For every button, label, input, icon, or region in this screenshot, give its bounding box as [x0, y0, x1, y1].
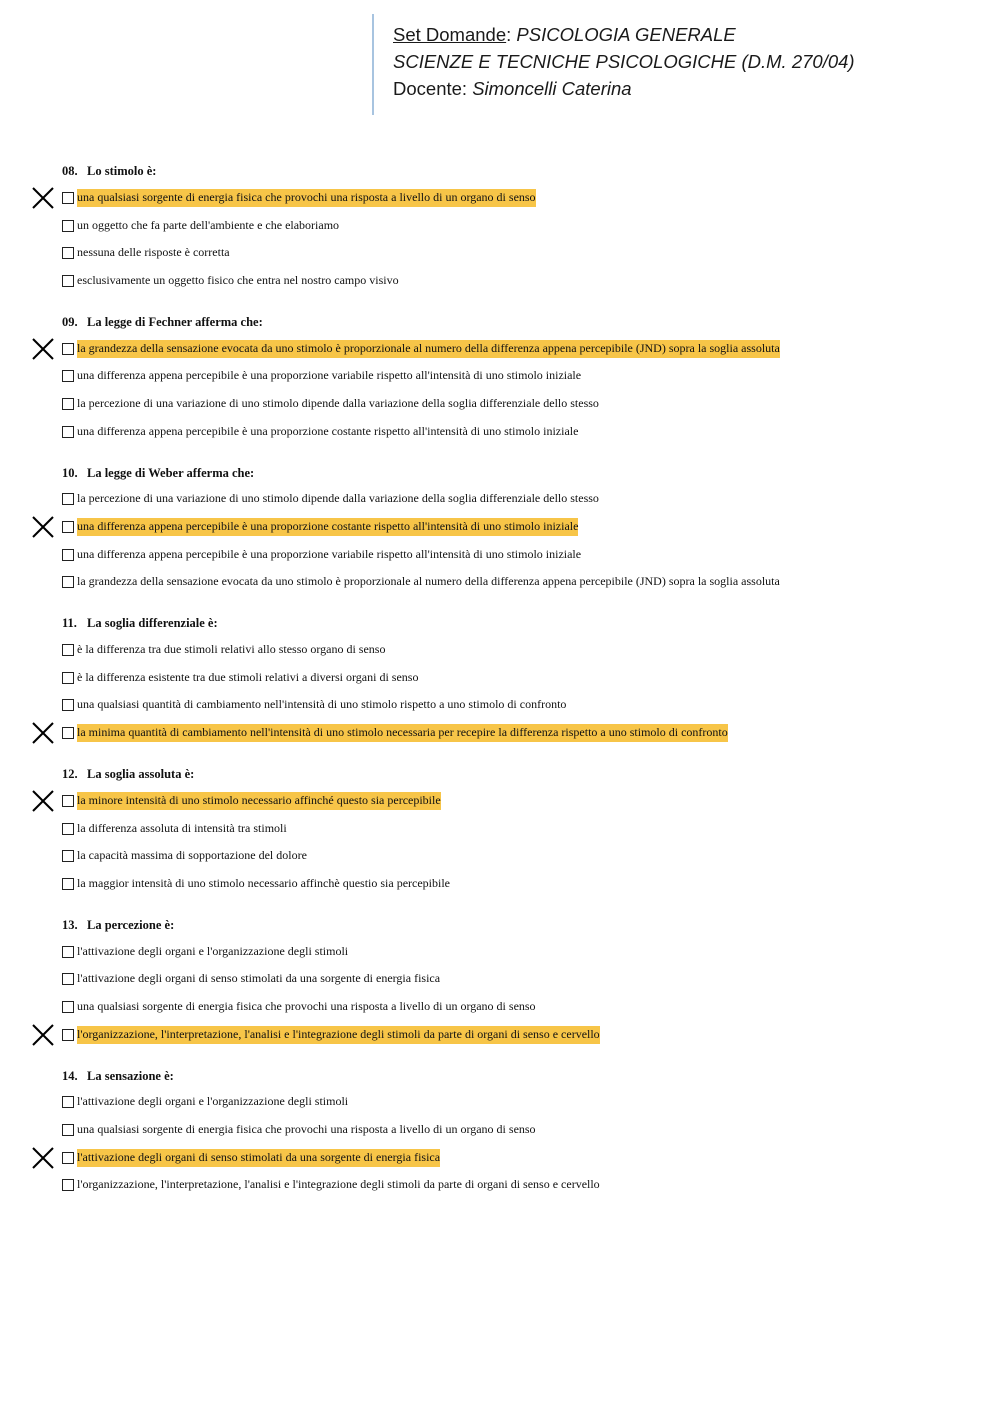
- checkbox[interactable]: [62, 1096, 74, 1108]
- answer-option[interactable]: [62, 938, 962, 966]
- answer-option[interactable]: [62, 664, 962, 692]
- option-text: una differenza appena percepibile è una proporzione variabile rispetto all'intensità di uno stimolo iniziale: [77, 368, 582, 383]
- answer-option[interactable]: [62, 267, 962, 295]
- question-title: [62, 1063, 962, 1089]
- question-title: [62, 912, 962, 938]
- question-number: 12.: [62, 767, 78, 781]
- checkbox[interactable]: [62, 1152, 74, 1164]
- option-text: la differenza assoluta di intensità tra stimoli: [77, 820, 287, 835]
- answer-option[interactable]: [62, 1172, 962, 1200]
- question-number: 14.: [62, 1068, 78, 1083]
- option-text: una qualsiasi quantità di cambiamento nell'intensità di uno stimolo rispetto a uno stimolo di confronto: [77, 697, 567, 712]
- answer-option[interactable]: [62, 1021, 962, 1049]
- option-text: una differenza appena percepibile è una proporzione variabile rispetto all'intensità di uno stimolo iniziale: [77, 546, 582, 561]
- checkbox[interactable]: [62, 343, 74, 355]
- option-text: la maggior intensità di uno stimolo necessario affinchè questio sia percepibile: [77, 875, 451, 890]
- answer-option[interactable]: [62, 212, 962, 240]
- checkbox[interactable]: [62, 370, 74, 382]
- question-text: La percezione è:: [87, 917, 175, 932]
- question-title: [62, 158, 962, 184]
- option-text: è la differenza tra due stimoli relativi allo stesso organo di senso: [77, 642, 386, 657]
- checkbox[interactable]: [62, 192, 74, 204]
- cross-mark-icon: [30, 336, 56, 362]
- checkbox[interactable]: [62, 946, 74, 958]
- question-text: La legge di Weber afferma che:: [87, 465, 255, 480]
- answer-option[interactable]: [62, 1116, 962, 1144]
- answer-option[interactable]: [62, 842, 962, 870]
- option-text: è la differenza esistente tra due stimoli relativi a diversi organi di senso: [77, 669, 419, 684]
- checkbox[interactable]: [62, 878, 74, 890]
- option-text: la capacità massima di sopportazione del dolore: [77, 848, 307, 863]
- answer-option[interactable]: [62, 815, 962, 843]
- option-text: la percezione di una variazione di uno stimolo dipende dalla variazione della soglia differenziale dello stesso: [77, 395, 599, 410]
- checkbox[interactable]: [62, 973, 74, 985]
- answer-option[interactable]: [62, 335, 962, 363]
- checkbox[interactable]: [62, 1001, 74, 1013]
- answer-option[interactable]: [62, 1089, 962, 1117]
- option-text: la minima quantità di cambiamento nell'intensità di uno stimolo necessaria per recepire la differenza rispetto a uno stimolo di confronto: [77, 724, 728, 742]
- cross-mark-icon: [30, 788, 56, 814]
- option-text: l'attivazione degli organi e l'organizzazione degli stimoli: [77, 1094, 349, 1109]
- cross-mark-icon: [30, 1145, 56, 1171]
- teacher-line: [393, 75, 855, 102]
- set-separator: :: [506, 24, 512, 45]
- checkbox[interactable]: [62, 549, 74, 561]
- option-text: nessuna delle risposte è corretta: [77, 245, 230, 260]
- answer-option[interactable]: [62, 719, 962, 747]
- checkbox[interactable]: [62, 220, 74, 232]
- option-text: una qualsiasi sorgente di energia fisica che provochi una risposta a livello di un organo di senso: [77, 998, 536, 1013]
- answer-option[interactable]: [62, 390, 962, 418]
- question-number: 13.: [62, 917, 78, 932]
- teacher-name: Simoncelli Caterina: [472, 78, 632, 99]
- answer-option[interactable]: [62, 362, 962, 390]
- document-header: [372, 14, 855, 115]
- question-text: La sensazione è:: [87, 1068, 174, 1083]
- checkbox[interactable]: [62, 672, 74, 684]
- option-text: una qualsiasi sorgente di energia fisica che provochi una risposta a livello di un organo di senso: [77, 1122, 536, 1137]
- checkbox[interactable]: [62, 727, 74, 739]
- answer-option[interactable]: [62, 541, 962, 569]
- cross-mark-icon: [30, 720, 56, 746]
- answer-option[interactable]: [62, 184, 962, 212]
- checkbox[interactable]: [62, 576, 74, 588]
- checkbox[interactable]: [62, 644, 74, 656]
- checkbox[interactable]: [62, 699, 74, 711]
- question-block: [62, 158, 962, 295]
- course-line: SCIENZE E TECNICHE PSICOLOGICHE (D.M. 270/04): [393, 51, 855, 72]
- question-block: [62, 912, 962, 1049]
- answer-option[interactable]: [62, 418, 962, 446]
- option-text: l'attivazione degli organi di senso stimolati da una sorgente di energia fisica: [77, 971, 441, 986]
- checkbox[interactable]: [62, 1029, 74, 1041]
- option-text: una qualsiasi sorgente di energia fisica che provochi una risposta a livello di un organo di senso: [77, 189, 536, 207]
- checkbox[interactable]: [62, 247, 74, 259]
- answer-option[interactable]: [62, 870, 962, 898]
- question-number: 08.: [62, 164, 78, 178]
- question-text: La soglia differenziale è:: [87, 616, 218, 631]
- option-text: la minore intensità di uno stimolo necessario affinché questo sia percepibile: [77, 792, 441, 810]
- option-text: la percezione di una variazione di uno stimolo dipende dalla variazione della soglia differenziale dello stesso: [77, 491, 599, 506]
- question-title: [62, 309, 962, 335]
- checkbox[interactable]: [62, 521, 74, 533]
- option-text: l'attivazione degli organi di senso stimolati da una sorgente di energia fisica: [77, 1149, 440, 1167]
- checkbox[interactable]: [62, 275, 74, 287]
- option-text: la grandezza della sensazione evocata da uno stimolo è proporzionale al numero della differenza appena percepibile (JND) sopra la soglia assoluta: [77, 574, 780, 589]
- answer-option[interactable]: [62, 965, 962, 993]
- checkbox[interactable]: [62, 795, 74, 807]
- teacher-label: Docente:: [393, 78, 468, 99]
- option-text: la grandezza della sensazione evocata da uno stimolo è proporzionale al numero della differenza appena percepibile (JND) sopra la soglia assoluta: [77, 340, 780, 358]
- cross-mark-icon: [30, 514, 56, 540]
- answer-option[interactable]: [62, 513, 962, 541]
- question-block: [62, 460, 962, 597]
- answer-option[interactable]: [62, 692, 962, 720]
- checkbox[interactable]: [62, 1124, 74, 1136]
- cross-mark-icon: [30, 185, 56, 211]
- answer-option[interactable]: [62, 787, 962, 815]
- option-text: un oggetto che fa parte dell'ambiente e che elaboriamo: [77, 217, 340, 232]
- question-text: La legge di Fechner afferma che:: [87, 314, 263, 329]
- option-text: una differenza appena percepibile è una proporzione costante rispetto all'intensità di uno stimolo iniziale: [77, 423, 579, 438]
- checkbox[interactable]: [62, 823, 74, 835]
- set-line: [393, 21, 855, 48]
- question-title: [62, 761, 962, 787]
- question-block: [62, 610, 962, 747]
- question-number: 11.: [62, 616, 77, 631]
- set-label: Set Domande: [393, 24, 507, 45]
- answer-option[interactable]: [62, 486, 962, 514]
- question-block: [62, 309, 962, 446]
- option-text: l'organizzazione, l'interpretazione, l'analisi e l'integrazione degli stimoli da parte di organi di senso e cervello: [77, 1026, 600, 1044]
- answer-option[interactable]: [62, 1144, 962, 1172]
- question-block: [62, 761, 962, 898]
- question-text: La soglia assoluta è:: [87, 767, 195, 781]
- checkbox[interactable]: [62, 850, 74, 862]
- option-text: l'attivazione degli organi e l'organizzazione degli stimoli: [77, 943, 349, 958]
- checkbox[interactable]: [62, 426, 74, 438]
- answer-option[interactable]: [62, 569, 962, 597]
- option-text: l'organizzazione, l'interpretazione, l'analisi e l'integrazione degli stimoli da parte di organi di senso e cervello: [77, 1177, 600, 1192]
- checkbox[interactable]: [62, 398, 74, 410]
- answer-option[interactable]: [62, 993, 962, 1021]
- question-text: Lo stimolo è:: [87, 164, 157, 178]
- answer-option[interactable]: [62, 239, 962, 267]
- question-block: [62, 1063, 962, 1200]
- answer-option[interactable]: [62, 636, 962, 664]
- set-value: PSICOLOGIA GENERALE: [516, 24, 736, 45]
- checkbox[interactable]: [62, 1179, 74, 1191]
- checkbox[interactable]: [62, 493, 74, 505]
- question-number: 10.: [62, 465, 78, 480]
- question-title: [62, 610, 962, 636]
- option-text: una differenza appena percepibile è una proporzione costante rispetto all'intensità di uno stimolo iniziale: [77, 518, 578, 536]
- question-list: [62, 158, 962, 1213]
- question-title: [62, 460, 962, 486]
- cross-mark-icon: [30, 1022, 56, 1048]
- question-number: 09.: [62, 314, 78, 329]
- option-text: esclusivamente un oggetto fisico che entra nel nostro campo visivo: [77, 272, 399, 287]
